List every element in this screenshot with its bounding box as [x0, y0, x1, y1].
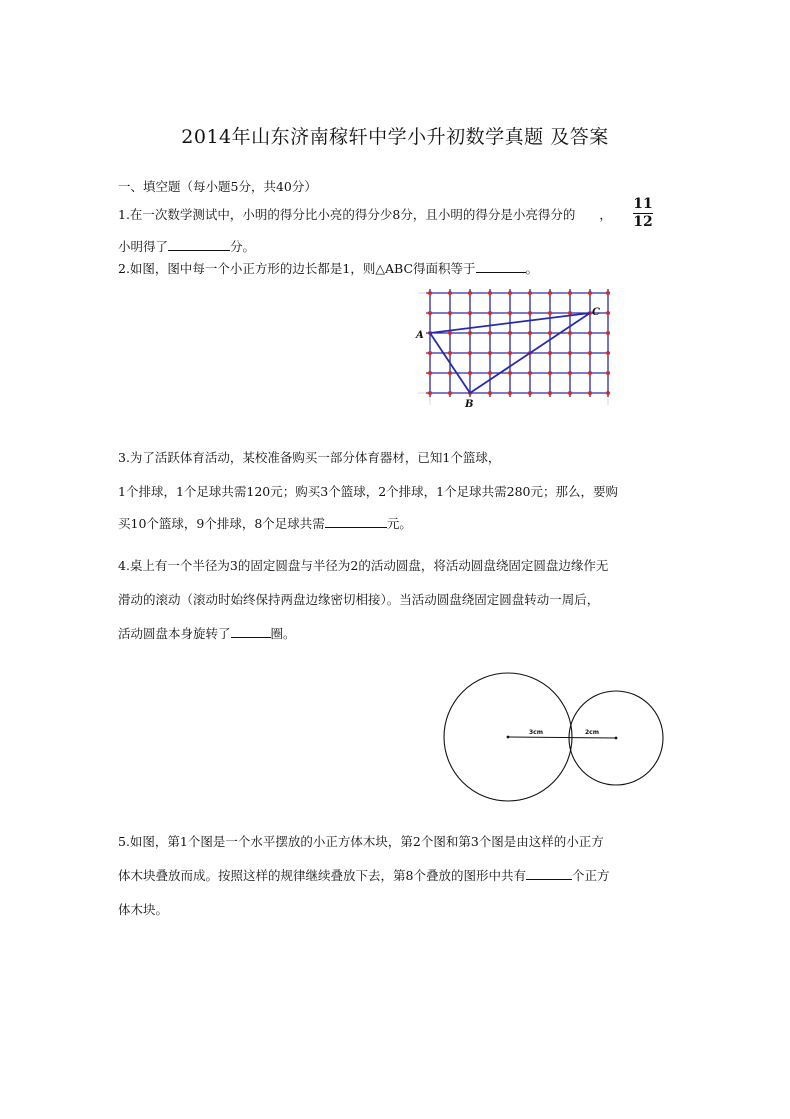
question-1-answer-prefix: 小明得了	[118, 239, 169, 254]
page-title: 2014年山东济南稼轩中学小升初数学真题 及答案	[181, 126, 609, 148]
grid-dots	[428, 291, 610, 395]
fraction-numerator: 11	[633, 196, 653, 212]
question-1-answer-suffix: 分。	[230, 239, 256, 254]
radius-line	[508, 737, 616, 738]
question-5-line-2	[118, 866, 609, 884]
question-4-line-3	[118, 624, 296, 642]
question-4-line-2: 滑动的滚动（滚动时始终保持两盘边缘密切相接）。当活动圆盘绕固定圆盘转动一周后，	[118, 592, 600, 607]
question-3-answer-suffix: 元。	[386, 516, 412, 531]
question-3-line-3	[118, 514, 412, 532]
question-4-answer-suffix: 圈。	[270, 626, 296, 641]
question-4-answer-prefix: 活动圆盘本身旋转了	[118, 626, 231, 641]
answer-blank-2[interactable]	[476, 260, 526, 273]
question-5-line-3: 体木块。	[118, 902, 169, 917]
question-1-line-2	[118, 237, 255, 255]
question-2-period: 。	[525, 261, 539, 276]
fixed-disk-center	[507, 736, 510, 739]
question-5-text-tail: 个正方	[571, 868, 610, 883]
vertex-label-b: B	[465, 399, 474, 410]
answer-blank-5[interactable]	[526, 867, 572, 880]
radius-label-big: 3cm	[529, 729, 543, 736]
question-1-comma: ，	[599, 207, 612, 222]
grid-lines	[426, 289, 610, 397]
question-2-text: 2.如图，图中每一个小正方形的边长都是1，则△ABC得面积等于	[118, 261, 476, 276]
question-2-line-1	[118, 259, 538, 277]
radius-label-small: 2cm	[585, 729, 599, 736]
question-5-line-1: 5.如图，第1个图是一个水平摆放的小正方体木块，第2个图和第3个图是由这样的小正方	[118, 834, 604, 849]
moving-disk-center	[615, 737, 618, 740]
question-3-line-2: 1个排球，1个足球共需120元；购买3个篮球，2个排球，1个足球共需280元；那么，要购	[118, 484, 618, 499]
question-3-answer-prefix: 买10个篮球，9个排球，8个足球共需	[118, 516, 325, 531]
answer-blank-4[interactable]	[231, 625, 271, 638]
question-1-line-1	[118, 205, 612, 223]
circles-figure	[440, 670, 670, 805]
vertex-label-c: C	[592, 307, 600, 318]
section-heading: 一、填空题（每小题5分，共40分）	[118, 179, 317, 194]
question-3-line-1: 3.为了活跃体育活动，某校准备购买一部分体育器材，已知1个篮球，	[118, 450, 501, 465]
grid-overhang	[418, 293, 608, 405]
question-4-line-1: 4.桌上有一个半径为3的固定圆盘与半径为2的活动圆盘，将活动圆盘绕固定圆盘边缘作无	[118, 558, 609, 573]
vertex-label-a: A	[416, 330, 424, 341]
fraction-denominator: 12	[633, 214, 653, 230]
answer-blank-1[interactable]	[168, 238, 230, 251]
fraction-11-12	[633, 196, 653, 230]
question-1-text: 1.在一次数学测试中，小明的得分比小亮的得分少8分，且小明的得分是小亮得分的	[118, 207, 576, 222]
grid-triangle-figure	[414, 285, 614, 410]
question-5-text: 体木块叠放而成。按照这样的规律继续叠放下去，第8个叠放的图形中共有	[118, 868, 526, 883]
answer-blank-3[interactable]	[325, 515, 387, 528]
